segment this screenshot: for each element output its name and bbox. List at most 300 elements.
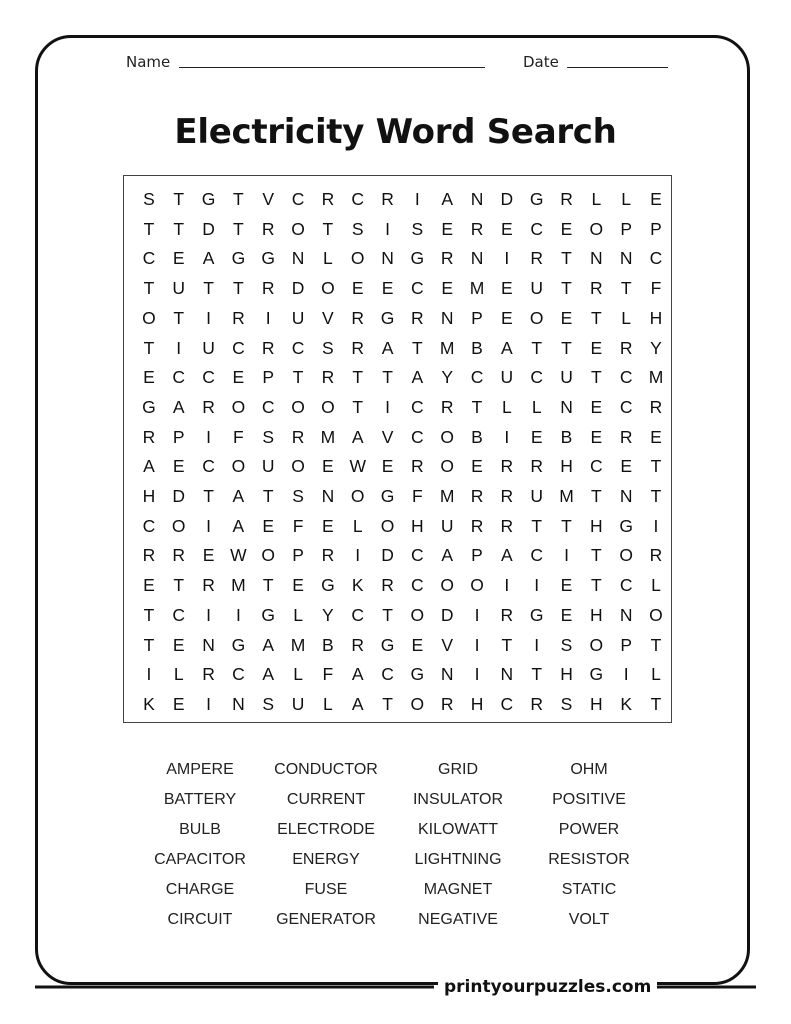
grid-letter: F xyxy=(233,426,244,447)
grid-letter: T xyxy=(143,634,155,655)
grid-letter: T xyxy=(143,337,155,358)
grid-letter: E xyxy=(322,515,334,536)
grid-letter: N xyxy=(500,664,514,685)
grid-letter: O xyxy=(619,545,633,566)
grid-letter: R xyxy=(172,545,186,566)
date-field-line xyxy=(567,67,668,68)
grid-letter: I xyxy=(534,634,540,655)
grid-letter: E xyxy=(441,218,454,239)
grid-letter: S xyxy=(143,189,155,209)
grid-letter: R xyxy=(291,426,305,447)
grid-letter: A xyxy=(262,664,275,685)
grid-letter: C xyxy=(590,456,603,477)
grid-letter: N xyxy=(440,307,454,328)
grid-letter: M xyxy=(231,575,246,596)
grid-letter: I xyxy=(206,426,211,447)
grid-row xyxy=(124,214,671,244)
grid-letter: E xyxy=(143,575,155,596)
grid-letter: C xyxy=(619,367,633,388)
grid-letter: F xyxy=(650,278,662,299)
grid-letter: R xyxy=(500,515,514,536)
grid-letter: M xyxy=(559,486,574,506)
word-list-item: CURRENT xyxy=(286,791,366,808)
grid-letter: E xyxy=(292,575,304,596)
grid-letter: A xyxy=(262,634,275,655)
word-list-item: POSITIVE xyxy=(552,791,626,808)
word-list-item: MAGNET xyxy=(423,881,493,898)
grid-letter: T xyxy=(173,189,185,209)
grid-letter: I xyxy=(504,575,510,596)
grid-letter: G xyxy=(201,189,216,209)
grid-letter: L xyxy=(591,189,602,209)
grid-letter: E xyxy=(501,307,513,328)
grid-letter: S xyxy=(262,693,275,714)
grid-letter: I xyxy=(355,545,361,566)
grid-letter: T xyxy=(352,367,364,388)
grid-letter: T xyxy=(203,278,214,299)
grid-letter: U xyxy=(202,337,215,358)
grid-letter: C xyxy=(530,218,543,239)
grid-letter: R xyxy=(142,545,156,566)
grid-letter: E xyxy=(560,575,573,596)
grid-letter: A xyxy=(351,693,364,714)
grid-letter: O xyxy=(410,604,425,625)
grid-letter: R xyxy=(500,486,514,506)
grid-row xyxy=(124,689,671,719)
grid-letter: O xyxy=(649,604,663,625)
grid-letter: O xyxy=(529,307,544,328)
grid-letter: K xyxy=(620,693,632,714)
grid-letter: N xyxy=(291,248,305,269)
grid-letter: A xyxy=(351,426,364,447)
grid-letter: T xyxy=(531,664,543,685)
grid-letter: C xyxy=(232,664,245,685)
grid-letter: E xyxy=(172,634,185,655)
grid-letter: T xyxy=(292,367,304,388)
grid-letter: H xyxy=(411,515,424,536)
grid-letter: D xyxy=(172,486,186,506)
grid-letter: S xyxy=(322,337,334,358)
grid-letter: C xyxy=(530,367,543,388)
grid-letter: K xyxy=(143,693,155,714)
grid-letter: R xyxy=(619,426,633,447)
grid-letter: I xyxy=(385,218,390,239)
grid-letter: U xyxy=(560,367,573,388)
grid-letter: R xyxy=(411,307,424,328)
grid-letter: E xyxy=(351,278,364,299)
grid-letter: G xyxy=(380,486,395,506)
grid-letter: E xyxy=(232,367,245,388)
grid-letter: E xyxy=(501,278,513,299)
grid-letter: C xyxy=(351,604,365,625)
grid-letter: I xyxy=(474,664,480,685)
word-list-item: ELECTRODE xyxy=(277,821,375,838)
grid-letter: N xyxy=(619,248,633,269)
grid-letter: L xyxy=(173,664,184,685)
grid-letter: O xyxy=(589,218,604,239)
letter-grid xyxy=(123,175,672,723)
footer-rule xyxy=(0,975,791,999)
grid-letter: V xyxy=(262,189,275,209)
grid-letter: R xyxy=(440,396,454,417)
grid-letter: R xyxy=(530,248,543,269)
grid-letter: T xyxy=(233,189,244,209)
grid-letter: C xyxy=(649,248,663,269)
word-list-item: AMPERE xyxy=(166,761,234,778)
grid-letter: T xyxy=(650,456,662,477)
grid-letter: O xyxy=(321,396,335,417)
grid-letter: R xyxy=(500,604,514,625)
grid-letter: T xyxy=(143,218,155,239)
word-list-item: NEGATIVE xyxy=(418,911,498,928)
grid-letter: R xyxy=(261,337,275,358)
grid-letter: T xyxy=(561,248,572,269)
grid-letter: R xyxy=(261,278,275,299)
grid-letter: E xyxy=(560,307,573,328)
grid-letter: T xyxy=(561,278,572,299)
grid-letter: B xyxy=(471,426,483,447)
grid-letter: O xyxy=(171,515,186,536)
grid-letter: R xyxy=(202,575,215,596)
grid-letter: I xyxy=(474,604,480,625)
grid-letter: T xyxy=(203,486,214,506)
grid-letter: G xyxy=(231,248,246,269)
grid-letter: V xyxy=(441,634,454,655)
grid-letter: N xyxy=(560,396,573,417)
grid-letter: F xyxy=(412,486,423,506)
grid-letter: Y xyxy=(322,604,334,625)
grid-letter: C xyxy=(172,367,186,388)
word-list-item: BULB xyxy=(179,821,221,838)
grid-letter: H xyxy=(590,693,603,714)
grid-letter: R xyxy=(411,456,424,477)
grid-letter: G xyxy=(589,664,604,685)
grid-letter: O xyxy=(321,278,335,299)
grid-letter: S xyxy=(560,634,573,655)
grid-letter: A xyxy=(232,515,245,536)
name-label: Name xyxy=(126,53,171,71)
grid-letter: I xyxy=(176,337,182,358)
grid-letter: E xyxy=(560,218,573,239)
grid-letter: T xyxy=(531,337,543,358)
grid-letter: P xyxy=(172,426,185,447)
grid-letter: T xyxy=(173,218,185,239)
grid-letter: E xyxy=(262,515,275,536)
grid-letter: R xyxy=(590,278,603,299)
grid-row xyxy=(124,481,671,511)
grid-letter: S xyxy=(262,426,275,447)
word-list-item: RESISTOR xyxy=(548,851,630,868)
grid-letter: O xyxy=(291,456,305,477)
grid-letter: I xyxy=(504,426,510,447)
grid-letter: P xyxy=(620,634,632,655)
grid-letter: C xyxy=(291,189,305,209)
grid-letter: C xyxy=(500,693,514,714)
grid-letter: O xyxy=(231,456,246,477)
grid-letter: N xyxy=(381,248,394,269)
word-list-item: GRID xyxy=(438,761,478,778)
grid-letter: F xyxy=(292,515,304,536)
grid-row xyxy=(124,333,671,363)
grid-letter: P xyxy=(471,307,483,328)
grid-letter: G xyxy=(261,604,276,625)
grid-letter: R xyxy=(440,693,454,714)
grid-letter: U xyxy=(291,693,305,714)
grid-letter: C xyxy=(202,456,215,477)
grid-row xyxy=(124,659,671,689)
grid-letter: L xyxy=(621,189,632,209)
grid-row xyxy=(124,422,671,452)
grid-letter: M xyxy=(469,278,485,299)
grid-letter: O xyxy=(261,545,276,566)
grid-letter: O xyxy=(142,307,156,328)
grid-letter: T xyxy=(352,396,364,417)
grid-letter: T xyxy=(590,575,602,596)
word-list-item: BATTERY xyxy=(163,791,237,808)
grid-letter: G xyxy=(410,248,425,269)
grid-letter: R xyxy=(470,218,484,239)
grid-letter: W xyxy=(230,545,247,566)
grid-letter: H xyxy=(560,664,573,685)
grid-letter: N xyxy=(470,189,484,209)
grid-letter: S xyxy=(351,218,364,239)
grid-letter: G xyxy=(142,396,156,417)
grid-letter: E xyxy=(143,367,155,388)
grid-letter: A xyxy=(351,664,364,685)
grid-letter: O xyxy=(350,486,365,506)
grid-letter: L xyxy=(651,664,661,685)
grid-letter: G xyxy=(619,515,633,536)
grid-letter: T xyxy=(233,278,244,299)
word-list-item: KILOWATT xyxy=(418,821,498,838)
grid-letter: I xyxy=(653,515,659,536)
grid-letter: R xyxy=(470,515,484,536)
grid-letter: K xyxy=(351,575,364,596)
grid-letter: R xyxy=(619,337,633,358)
grid-letter: U xyxy=(440,515,454,536)
grid-letter: U xyxy=(172,278,186,299)
grid-letter: T xyxy=(501,634,513,655)
grid-letter: C xyxy=(411,396,424,417)
grid-letter: R xyxy=(470,486,484,506)
word-list-item: CONDUCTOR xyxy=(274,761,378,778)
grid-letter: N xyxy=(619,604,633,625)
grid-letter: T xyxy=(412,337,423,358)
grid-letter: O xyxy=(470,575,484,596)
grid-letter: E xyxy=(590,396,603,417)
grid-letter: T xyxy=(590,367,602,388)
grid-letter: T xyxy=(262,486,274,506)
grid-letter: T xyxy=(590,545,602,566)
grid-letter: I xyxy=(146,664,152,685)
grid-letter: H xyxy=(560,456,573,477)
grid-letter: T xyxy=(650,486,662,506)
grid-letter: R xyxy=(381,189,394,209)
grid-letter: E xyxy=(501,218,513,239)
grid-letter: Y xyxy=(441,367,454,388)
grid-letter: L xyxy=(323,693,333,714)
grid-letter: I xyxy=(206,307,211,328)
grid-row xyxy=(124,600,671,630)
grid-letter: D xyxy=(202,218,215,239)
grid-letter: I xyxy=(235,604,241,625)
grid-letter: D xyxy=(440,604,454,625)
grid-letter: C xyxy=(261,396,275,417)
grid-letter: A xyxy=(411,367,424,388)
grid-letter: O xyxy=(589,634,604,655)
grid-letter: H xyxy=(470,693,484,714)
grid-letter: G xyxy=(380,634,395,655)
grid-letter: C xyxy=(172,604,186,625)
grid-letter: I xyxy=(474,634,480,655)
grid-letter: G xyxy=(529,189,544,209)
grid-row xyxy=(124,303,671,333)
word-list-item: LIGHTNING xyxy=(414,851,502,868)
grid-letter: H xyxy=(649,307,663,328)
grid-letter: C xyxy=(411,545,424,566)
grid-letter: G xyxy=(321,575,335,596)
grid-letter: F xyxy=(322,664,334,685)
grid-letter: B xyxy=(560,426,573,447)
grid-letter: E xyxy=(560,604,573,625)
grid-letter: R xyxy=(351,307,365,328)
grid-letter: V xyxy=(381,426,394,447)
grid-letter: E xyxy=(172,456,185,477)
grid-letter: T xyxy=(620,278,632,299)
grid-row xyxy=(124,511,671,541)
footer-site-label: printyourpuzzles.com xyxy=(438,975,657,999)
grid-letter: T xyxy=(382,604,393,625)
word-list xyxy=(140,755,660,935)
grid-letter: C xyxy=(411,575,424,596)
grid-letter: L xyxy=(323,248,333,269)
grid-letter: E xyxy=(441,278,454,299)
grid-letter: V xyxy=(322,307,334,328)
grid-letter: G xyxy=(529,604,544,625)
grid-letter: R xyxy=(351,634,365,655)
grid-letter: Y xyxy=(650,337,662,358)
grid-letter: T xyxy=(322,218,334,239)
grid-letter: O xyxy=(440,456,454,477)
grid-letter: O xyxy=(440,575,454,596)
name-field-line xyxy=(179,67,485,68)
grid-letter: R xyxy=(202,396,215,417)
grid-letter: R xyxy=(142,426,156,447)
grid-letter: E xyxy=(590,337,603,358)
grid-letter: G xyxy=(261,248,276,269)
grid-letter: E xyxy=(590,426,603,447)
grid-letter: E xyxy=(172,693,185,714)
grid-letter: G xyxy=(410,664,425,685)
grid-row xyxy=(124,392,671,422)
grid-letter: E xyxy=(381,278,394,299)
grid-letter: T xyxy=(650,693,662,714)
grid-letter: O xyxy=(231,396,246,417)
grid-letter: E xyxy=(650,426,662,447)
grid-row xyxy=(124,243,671,273)
grid-letter: A xyxy=(202,248,215,269)
grid-letter: T xyxy=(382,693,393,714)
word-list-item: POWER xyxy=(558,821,620,838)
grid-letter: U xyxy=(500,367,514,388)
grid-letter: T xyxy=(382,367,393,388)
word-list-item: INSULATOR xyxy=(412,791,504,808)
word-list-item: OHM xyxy=(570,761,608,778)
grid-letter: T xyxy=(590,486,602,506)
word-list-item: FUSE xyxy=(304,881,348,898)
word-list-item: VOLT xyxy=(568,911,610,928)
grid-letter: R xyxy=(649,545,663,566)
grid-letter: U xyxy=(261,456,275,477)
grid-letter: M xyxy=(648,367,664,388)
grid-letter: R xyxy=(202,664,215,685)
grid-row xyxy=(124,451,671,481)
grid-letter: W xyxy=(349,456,366,477)
grid-letter: T xyxy=(590,307,602,328)
grid-letter: N xyxy=(232,693,245,714)
grid-letter: T xyxy=(561,337,572,358)
grid-letter: R xyxy=(530,456,543,477)
grid-letter: L xyxy=(651,575,661,596)
grid-letter: R xyxy=(649,396,663,417)
grid-letter: A xyxy=(232,486,245,506)
grid-letter: D xyxy=(500,189,514,209)
word-list-item: CHARGE xyxy=(165,881,235,898)
grid-letter: N xyxy=(321,486,335,506)
word-list-item: CAPACITOR xyxy=(154,851,246,868)
date-label: Date xyxy=(523,53,559,71)
grid-letter: C xyxy=(381,664,394,685)
grid-letter: L xyxy=(501,396,512,417)
grid-letter: O xyxy=(291,396,305,417)
grid-letter: E xyxy=(411,634,424,655)
grid-letter: E xyxy=(620,456,632,477)
grid-letter: I xyxy=(414,189,420,209)
grid-letter: S xyxy=(560,693,573,714)
grid-letter: P xyxy=(650,218,662,239)
grid-letter: G xyxy=(231,634,246,655)
grid-letter: E xyxy=(322,456,334,477)
grid-letter: U xyxy=(530,486,543,506)
grid-letter: A xyxy=(381,337,394,358)
grid-row xyxy=(124,570,671,600)
grid-letter: T xyxy=(143,604,155,625)
grid-letter: R xyxy=(500,456,514,477)
word-list-item: ENERGY xyxy=(292,851,360,868)
grid-letter: I xyxy=(265,307,271,328)
grid-letter: E xyxy=(381,456,394,477)
grid-row xyxy=(124,630,671,660)
grid-letter: C xyxy=(411,426,424,447)
grid-letter: U xyxy=(530,278,543,299)
grid-letter: C xyxy=(411,278,424,299)
grid-letter: I xyxy=(504,248,510,269)
grid-letter: R xyxy=(321,367,335,388)
grid-letter: C xyxy=(202,367,215,388)
grid-letter: T xyxy=(143,278,155,299)
grid-letter: A xyxy=(501,337,513,358)
grid-letter: E xyxy=(530,426,543,447)
grid-letter: E xyxy=(202,545,215,566)
grid-letter: L xyxy=(293,604,303,625)
grid-letter: E xyxy=(471,456,483,477)
grid-letter: E xyxy=(650,189,662,209)
grid-letter: G xyxy=(380,307,395,328)
grid-letter: O xyxy=(380,515,395,536)
page-title: Electricity Word Search xyxy=(174,112,617,152)
grid-letter: R xyxy=(351,337,365,358)
grid-letter: I xyxy=(206,515,211,536)
